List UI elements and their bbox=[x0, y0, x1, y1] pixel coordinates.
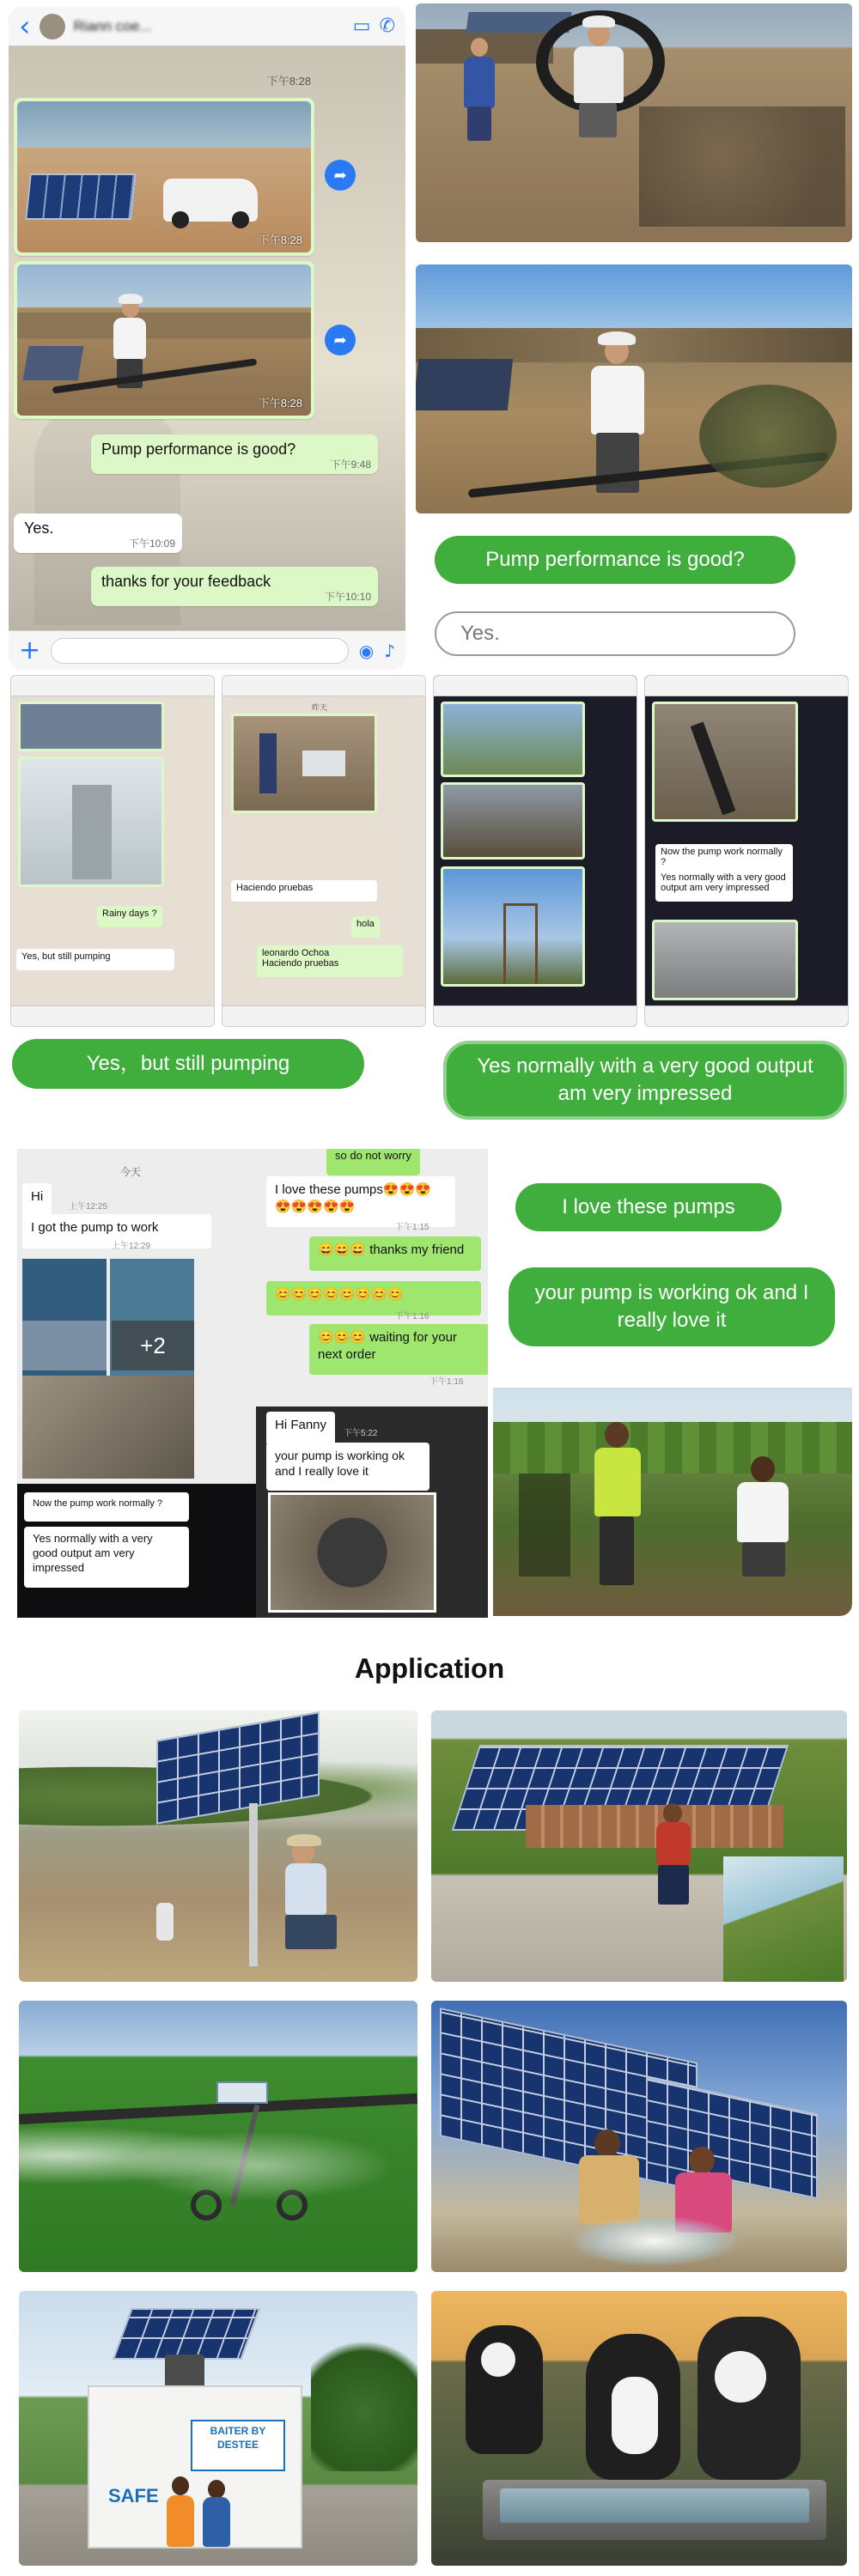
image-message[interactable] bbox=[231, 714, 377, 813]
chat-input-bar bbox=[9, 630, 405, 670]
back-chevron-icon[interactable]: ‹ bbox=[19, 9, 31, 44]
photo-women-water bbox=[431, 2001, 847, 2272]
image-message[interactable]: 下午8:28 bbox=[14, 261, 314, 419]
image-message[interactable] bbox=[18, 702, 164, 751]
image-message[interactable] bbox=[441, 702, 585, 777]
chat-header bbox=[9, 7, 405, 46]
photo-man-with-pipe bbox=[416, 3, 852, 242]
photo-man-at-pump bbox=[416, 264, 852, 513]
message-bubble[interactable]: your pump is working ok and I really love it bbox=[266, 1443, 430, 1491]
message-bubble[interactable]: Haciendo pruebas bbox=[231, 880, 377, 902]
caption-love-pumps: I love these pumps bbox=[515, 1183, 782, 1231]
message-bubble[interactable]: hola bbox=[351, 916, 380, 938]
microphone-icon[interactable]: ♪ bbox=[384, 640, 395, 661]
message-bubble[interactable]: Now the pump work normally ? bbox=[655, 844, 793, 876]
plus-icon[interactable]: + bbox=[19, 635, 41, 665]
message-bubble[interactable]: 😊😊😊😊😊😊😊😊 bbox=[266, 1281, 481, 1315]
photo-irrigation-canal bbox=[431, 1710, 847, 1982]
message-bubble[interactable]: 😊😊😊 waiting for your next order bbox=[309, 1324, 488, 1375]
image-message[interactable] bbox=[268, 1492, 436, 1613]
message-bubble[interactable]: Hi Fanny bbox=[266, 1412, 335, 1446]
message-bubble[interactable]: leonardo Ochoa Haciendo pruebas bbox=[257, 945, 403, 977]
chat-screenshot-6: 今天 Hi 上午12:25 I got the pump to work 上午12:29 +2 Now the pump work normally ? Yes normally with a very good output am very impressed so do not worry I love these pumps😍😍😍 😍😍😍😍😍 下午1:15 😄😄😄 thanks my friend 😊😊😊😊😊😊😊😊 下午1:16 😊😊😊 waiting for your next order 下午1:16 Hi Fanny 下午5:22 your pump is working ok and I really love it bbox=[17, 1149, 488, 1618]
solar-panel-array bbox=[25, 173, 137, 220]
photo-count-badge[interactable]: +2 bbox=[112, 1321, 194, 1370]
avatar[interactable] bbox=[40, 14, 65, 39]
chat-screenshot-1 bbox=[9, 7, 405, 670]
image-message[interactable] bbox=[441, 866, 585, 987]
message-bubble[interactable]: I love these pumps😍😍😍 😍😍😍😍😍 bbox=[266, 1176, 455, 1227]
forward-icon[interactable]: ➦ bbox=[325, 325, 356, 355]
timestamp: 下午8:28 bbox=[266, 75, 311, 88]
message-input[interactable] bbox=[51, 638, 349, 664]
message-bubble[interactable]: 😄😄😄 thanks my friend bbox=[309, 1236, 481, 1271]
caption-working-ok: your pump is working ok and I really love it bbox=[509, 1267, 835, 1346]
camera-icon[interactable]: ◉ bbox=[358, 640, 375, 661]
message-bubble[interactable]: Yes normally with a very good output am very impressed bbox=[24, 1527, 189, 1588]
caption-very-impressed: Yes normally with a very good output am very impressed bbox=[443, 1041, 847, 1120]
photo-cows-drinking bbox=[431, 2291, 847, 2566]
photo-workers-in-field bbox=[493, 1388, 852, 1616]
kiosk-sign: BAITER BY DESTEE bbox=[191, 2420, 285, 2471]
image-message[interactable] bbox=[22, 1376, 194, 1479]
phone-icon[interactable]: ✆ bbox=[379, 15, 395, 37]
kiosk-safe-label: SAFE bbox=[108, 2485, 159, 2506]
message-bubble[interactable]: Rainy days ? bbox=[97, 906, 162, 927]
solar-panel bbox=[113, 2308, 260, 2360]
photo-water-kiosk bbox=[19, 2291, 417, 2566]
chat-screenshot-4 bbox=[433, 675, 637, 1027]
photo-pivot-irrigation bbox=[19, 2001, 417, 2272]
message-bubble[interactable]: Now the pump work normally ? bbox=[24, 1492, 189, 1522]
message-bubble[interactable]: Yes normally with a very good output am very impressed bbox=[655, 870, 793, 902]
section-title: Application bbox=[354, 1653, 505, 1684]
message-bubble[interactable]: Hi bbox=[22, 1183, 52, 1218]
video-call-icon[interactable]: ▭ bbox=[352, 15, 371, 37]
image-message[interactable] bbox=[18, 756, 164, 887]
caption-question: Pump performance is good? bbox=[435, 536, 795, 584]
chat-screenshot-3: 昨天 Haciendo pruebas hola leonardo Ochoa Haciendo pruebas bbox=[222, 675, 426, 1027]
message-bubble[interactable]: so do not worry bbox=[326, 1149, 420, 1176]
forward-icon[interactable]: ➦ bbox=[325, 160, 356, 191]
chat-screenshot-2 bbox=[10, 675, 215, 1027]
message-bubble[interactable]: I got the pump to work bbox=[22, 1214, 211, 1249]
image-message[interactable] bbox=[441, 782, 585, 860]
image-message[interactable] bbox=[652, 702, 798, 822]
message-bubble[interactable]: Yes. 下午10:09 bbox=[14, 513, 182, 553]
chat-screenshot-5 bbox=[644, 675, 849, 1027]
message-bubble[interactable]: Yes, but still pumping bbox=[16, 949, 174, 970]
message-bubble[interactable]: Pump performance is good? 下午9:48 bbox=[91, 434, 378, 474]
message-bubble[interactable]: thanks for your feedback 下午10:10 bbox=[91, 567, 378, 606]
image-message[interactable]: 下午8:28 bbox=[14, 98, 314, 256]
caption-still-pumping: Yes，but still pumping bbox=[12, 1039, 364, 1089]
image-message[interactable] bbox=[652, 920, 798, 1000]
caption-answer: Yes. bbox=[435, 611, 795, 656]
contact-name[interactable]: Riann coe... bbox=[73, 17, 152, 34]
photo-solar-pump-installation bbox=[19, 1710, 417, 1982]
